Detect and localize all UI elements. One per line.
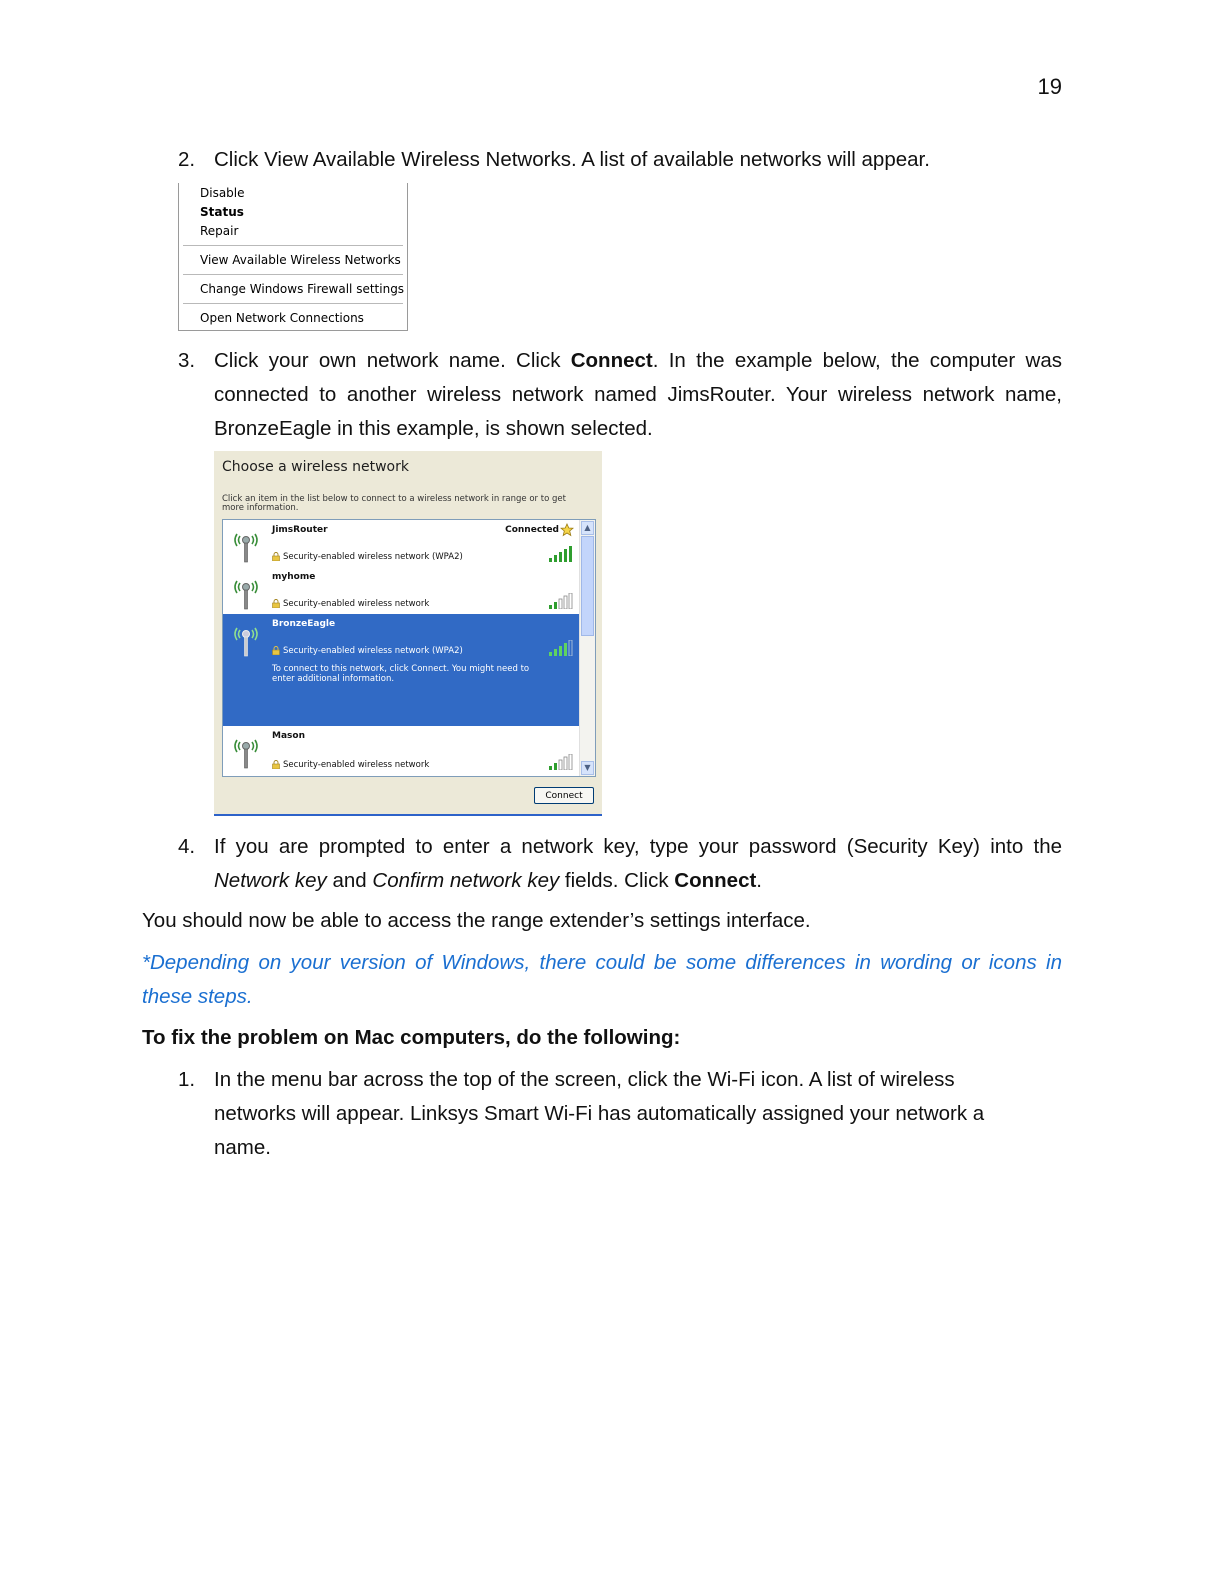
dialog-title: Choose a wireless network: [222, 459, 409, 475]
connect-emphasis: Connect: [570, 349, 653, 372]
step-3-text: Click your own network name. Click Connect. In the example below, the computer was connected to another wireless network named JimsRouter. Your wireless network name, BronzeEagle in this example, is shown selected.: [214, 349, 1062, 440]
network-name: BronzeEagle: [272, 619, 336, 629]
mac-section-heading: To fix the problem on Mac computers, do the following:: [142, 1026, 681, 1049]
network-list[interactable]: [222, 519, 596, 777]
context-menu-screenshot: [178, 183, 408, 331]
network-row-mason[interactable]: [223, 726, 579, 776]
lock-icon: [272, 760, 280, 769]
wireless-antenna-icon: [231, 575, 261, 611]
lock-icon: [272, 646, 280, 655]
scroll-up-icon[interactable]: ▲: [581, 521, 594, 535]
step-2-text: Click View Available Wireless Networks. A list of available networks will appear.: [214, 148, 930, 171]
menu-item-open-network-connections[interactable]: Open Network Connections: [200, 311, 364, 325]
network-list-scrollbar[interactable]: [579, 520, 595, 776]
network-name: JimsRouter: [272, 525, 328, 535]
menu-separator: [183, 303, 403, 304]
lock-icon: [272, 552, 280, 561]
mac-step-1-number: 1.: [178, 1068, 196, 1091]
menu-item-view-wireless-networks[interactable]: View Available Wireless Networks: [200, 253, 401, 267]
connection-status: Connected: [505, 525, 559, 535]
connect-button[interactable]: Connect: [534, 787, 594, 804]
step-4-text: If you are prompted to enter a network key, type your password (Security Key) into the Network key and Confirm network key fields. Click Connect.: [214, 835, 1062, 892]
network-name: Mason: [272, 731, 305, 741]
menu-item-disable[interactable]: Disable: [200, 186, 245, 200]
network-name: myhome: [272, 572, 316, 582]
page-number: 19: [1037, 74, 1062, 99]
signal-strength-icon: [549, 640, 573, 656]
menu-item-repair[interactable]: Repair: [200, 224, 239, 238]
wireless-antenna-icon: [231, 528, 261, 564]
wireless-antenna-icon: [231, 622, 261, 658]
network-row-myhome[interactable]: [223, 567, 579, 614]
windows-version-note: *Depending on your version of Windows, there could be some differences in wording or icons in these steps.: [142, 951, 1062, 1008]
network-row-bronzeeagle-selected[interactable]: [223, 614, 579, 726]
menu-item-status[interactable]: Status: [200, 205, 244, 219]
menu-separator: [183, 245, 403, 246]
step-4-number: 4.: [178, 835, 196, 858]
mac-step-1-text: In the menu bar across the top of the screen, click the Wi-Fi icon. A list of wireless networks will appear. Linksys Smart Wi-Fi has automatically assigned your network a name.: [214, 1068, 985, 1159]
wireless-antenna-icon: [231, 734, 261, 770]
wireless-network-dialog: [214, 451, 602, 816]
menu-separator: [183, 274, 403, 275]
access-confirmation-text: You should now be able to access the range extender’s settings interface.: [142, 909, 811, 932]
step-2-number: 2.: [178, 148, 196, 171]
step-3-number: 3.: [178, 349, 196, 372]
menu-item-change-firewall[interactable]: Change Windows Firewall settings: [200, 282, 405, 296]
signal-strength-icon: [549, 546, 573, 562]
security-label: Security-enabled wireless network (WPA2): [283, 646, 463, 656]
security-label: Security-enabled wireless network: [283, 760, 430, 770]
signal-strength-icon: [549, 754, 573, 770]
dialog-description: Click an item in the list below to connect to a wireless network in range or to get more information.: [222, 494, 566, 513]
scroll-down-icon[interactable]: ▼: [581, 761, 594, 775]
network-row-jimsrouter[interactable]: [223, 520, 579, 567]
security-label: Security-enabled wireless network: [283, 599, 430, 609]
connect-hint: To connect to this network, click Connect. You might need to enter additional information.: [272, 664, 530, 684]
star-icon: [560, 523, 574, 537]
scroll-thumb[interactable]: [581, 536, 594, 636]
security-label: Security-enabled wireless network (WPA2): [283, 552, 463, 562]
signal-strength-icon: [549, 593, 573, 609]
lock-icon: [272, 599, 280, 608]
